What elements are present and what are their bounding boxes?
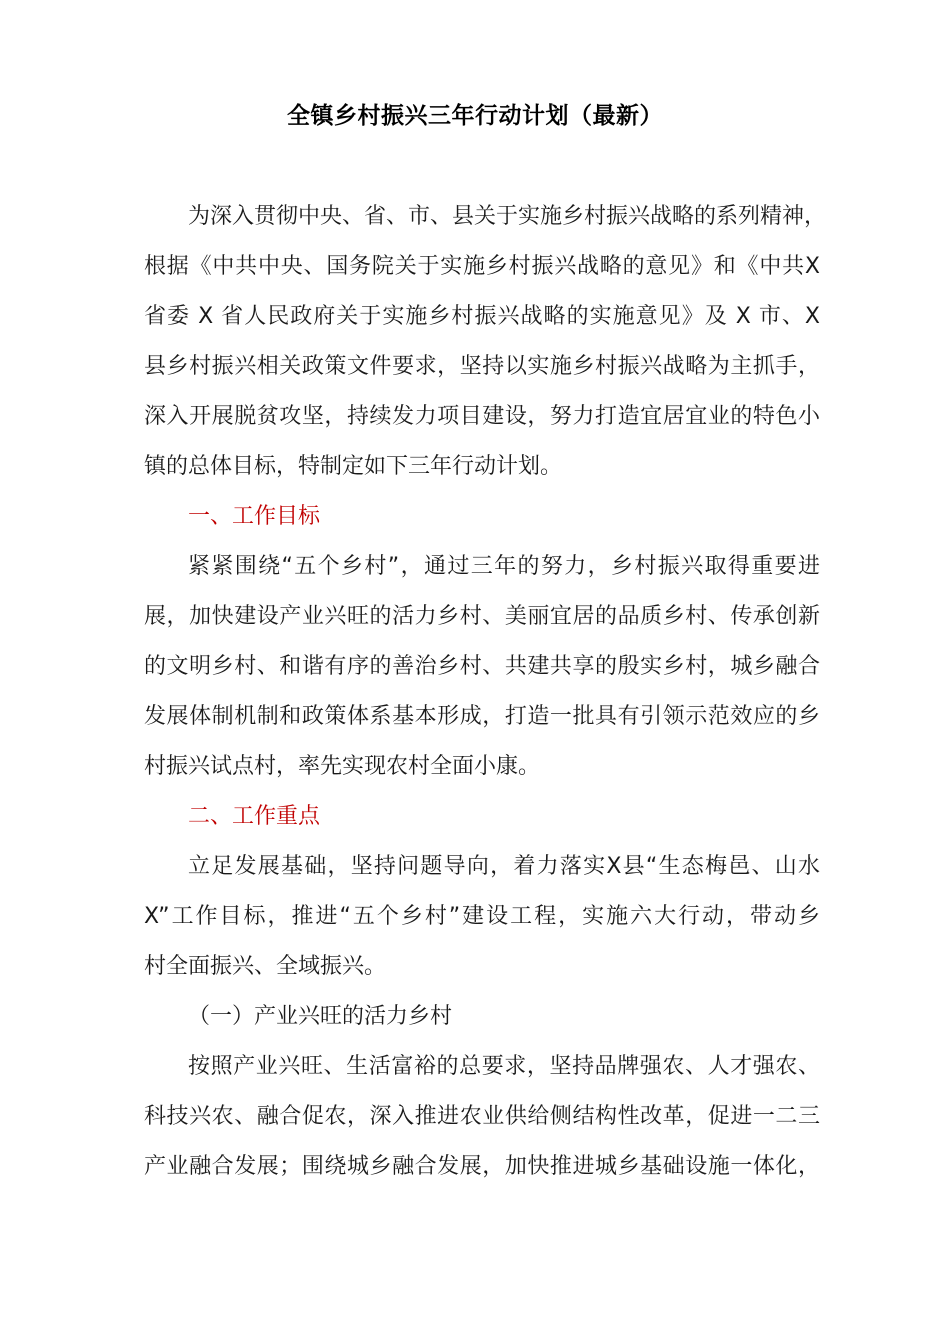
section1-paragraph <box>144 542 820 792</box>
paragraph-line: X”工作目标，推进“五个乡村”建设工程，实施六大行动，带动乡 <box>144 904 820 929</box>
paragraph-line: 立足发展基础，坚持问题导向，着力落实X县“生态梅邑、山水 <box>188 854 820 879</box>
paragraph-line: 村振兴试点村，率先实现农村全面小康。 <box>144 754 541 779</box>
paragraph-line: 紧紧围绕“五个乡村”，通过三年的努力，乡村振兴取得重要进 <box>188 554 820 579</box>
paragraph-line: 为深入贯彻中央、省、市、县关于实施乡村振兴战略的系列精神， <box>188 204 827 229</box>
paragraph-line: 省委 X 省人民政府关于实施乡村振兴战略的实施意见》及 X 市、X <box>144 304 820 329</box>
subsection-heading-industry: （一）产业兴旺的活力乡村 <box>188 1004 453 1029</box>
paragraph-line: 科技兴农、融合促农，深入推进农业供给侧结构性改革，促进一二三 <box>144 1104 820 1129</box>
intro-paragraph <box>144 192 827 492</box>
paragraph-line: 村全面振兴、全域振兴。 <box>144 954 387 979</box>
paragraph-line: 镇的总体目标，特制定如下三年行动计划。 <box>144 454 563 479</box>
paragraph-line: 的文明乡村、和谐有序的善治乡村、共建共享的殷实乡村，城乡融合 <box>144 654 820 679</box>
paragraph-line: 深入开展脱贫攻坚，持续发力项目建设，努力打造宜居宜业的特色小 <box>144 404 820 429</box>
section2-paragraph <box>144 842 820 992</box>
paragraph-line: 按照产业兴旺、生活富裕的总要求，坚持品牌强农、人才强农、 <box>188 1054 820 1079</box>
section-heading-work-focus: 二、工作重点 <box>188 804 321 829</box>
section-heading-work-goals: 一、工作目标 <box>188 504 321 529</box>
subsection1-paragraph <box>144 1042 820 1192</box>
paragraph-line: 产业融合发展；围绕城乡融合发展，加快推进城乡基础设施一体化， <box>144 1154 820 1179</box>
paragraph-line: 县乡村振兴相关政策文件要求，坚持以实施乡村振兴战略为主抓手， <box>144 354 820 379</box>
document-title: 全镇乡村振兴三年行动计划（最新） <box>287 103 663 129</box>
paragraph-line: 根据《中共中央、国务院关于实施乡村振兴战略的意见》和《中共X <box>144 254 820 279</box>
paragraph-line: 发展体制机制和政策体系基本形成，打造一批具有引领示范效应的乡 <box>144 704 820 729</box>
paragraph-line: 展，加快建设产业兴旺的活力乡村、美丽宜居的品质乡村、传承创新 <box>144 604 820 629</box>
